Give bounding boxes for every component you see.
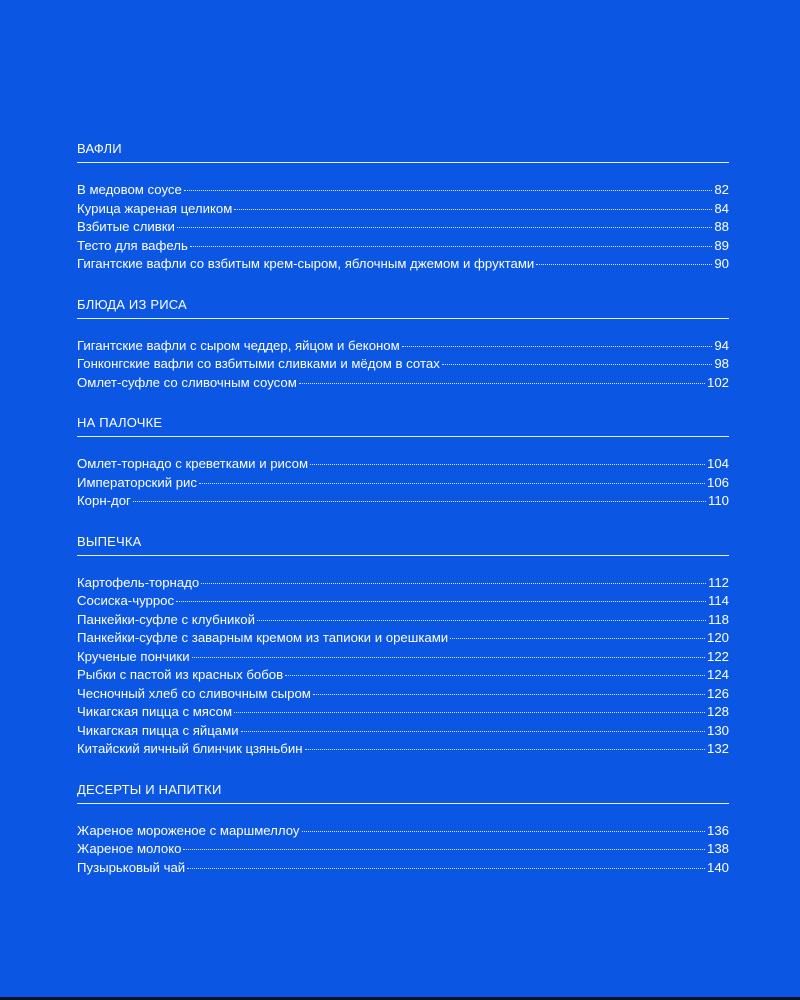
entry-title: Взбитые сливки: [77, 219, 175, 234]
dot-leader: [305, 749, 705, 750]
entry-title: Картофель-торнадо: [77, 574, 200, 590]
toc-entry[interactable]: [77, 200, 729, 219]
entry-title: В медовом соусе: [77, 182, 182, 197]
toc-entry[interactable]: [77, 592, 729, 611]
toc-entry[interactable]: [77, 492, 729, 511]
toc-section-on-a-stick: [77, 414, 729, 511]
toc-entry[interactable]: [77, 822, 729, 841]
dot-leader: [187, 868, 705, 869]
dot-leader: [234, 209, 712, 210]
entry-page: 94: [714, 337, 729, 353]
toc-entry[interactable]: [77, 574, 729, 593]
entry-title: Китайский яичный блинчик цзяньбин: [77, 741, 303, 756]
entry-title: Курица жареная целиком: [77, 200, 233, 216]
entry-title: Рыбки с пастой из красных бобов: [77, 667, 284, 682]
toc-section-desserts-drinks: [77, 781, 729, 878]
dot-leader: [234, 712, 705, 713]
entry-title: Гонконгские вафли со взбитыми сливками и мёдом в сотах: [77, 356, 440, 371]
entry-list: [77, 181, 729, 274]
dot-leader: [199, 483, 705, 484]
entry-list: [77, 822, 729, 878]
dot-leader: [190, 246, 712, 247]
section-title: БЛЮДА ИЗ РИСА: [77, 296, 729, 319]
entry-page: 122: [706, 648, 729, 664]
dot-leader: [310, 464, 705, 465]
dot-leader: [313, 694, 705, 695]
toc-entry[interactable]: [77, 740, 729, 759]
entry-page: 118: [707, 611, 729, 627]
entry-page: 89: [714, 237, 729, 253]
entry-title: Чикагская пицца с мясом: [77, 704, 233, 719]
toc-entry[interactable]: [77, 237, 729, 256]
toc-entry[interactable]: [77, 703, 729, 722]
entry-page: 140: [706, 859, 729, 875]
entry-page: 84: [714, 200, 729, 216]
dot-leader: [183, 849, 705, 850]
toc-entry[interactable]: [77, 859, 729, 878]
dot-leader: [184, 190, 713, 191]
dot-leader: [241, 731, 705, 732]
toc-entry[interactable]: [77, 685, 729, 704]
entry-title: Жареное молоко: [77, 841, 182, 856]
toc-entry[interactable]: [77, 722, 729, 741]
toc-entry[interactable]: [77, 666, 729, 685]
toc-entry[interactable]: [77, 181, 729, 200]
toc-entry[interactable]: [77, 648, 729, 667]
entry-title: Крученые пончики: [77, 648, 190, 664]
dot-leader: [402, 346, 713, 347]
section-title: ВЫПЕЧКА: [77, 533, 729, 556]
dot-leader: [299, 383, 705, 384]
entry-page: 114: [707, 593, 729, 608]
dot-leader: [201, 583, 706, 584]
entry-page: 120: [706, 630, 729, 645]
entry-page: 102: [706, 374, 729, 390]
toc-entry[interactable]: [77, 474, 729, 493]
entry-title: Императорский рис: [77, 474, 198, 490]
toc-entry[interactable]: [77, 455, 729, 474]
entry-page: 126: [706, 685, 729, 701]
entry-page: 88: [714, 219, 729, 234]
dot-leader: [176, 601, 706, 602]
toc-entry[interactable]: [77, 611, 729, 630]
entry-title: Тесто для вафель: [77, 237, 188, 253]
entry-list: [77, 574, 729, 759]
toc-entry[interactable]: [77, 355, 729, 374]
entry-page: 132: [706, 741, 729, 756]
section-title: НА ПАЛОЧКЕ: [77, 414, 729, 437]
entry-page: 110: [707, 493, 729, 508]
toc-section-bakery: [77, 533, 729, 759]
dot-leader: [302, 831, 705, 832]
entry-page: 98: [714, 356, 729, 371]
entry-title: Панкейки-суфле с заварным кремом из тапиоки и орешками: [77, 630, 449, 645]
entry-title: Сосиска-чуррос: [77, 593, 175, 608]
toc-section-waffles: [77, 140, 729, 274]
entry-page: 138: [706, 841, 729, 856]
toc-entry[interactable]: [77, 374, 729, 393]
toc-entry[interactable]: [77, 255, 729, 274]
entry-page: 112: [707, 574, 729, 590]
section-title: ДЕСЕРТЫ И НАПИТКИ: [77, 781, 729, 804]
dot-leader: [133, 501, 706, 502]
dot-leader: [257, 620, 706, 621]
entry-title: Жареное мороженое с маршмеллоу: [77, 822, 300, 838]
entry-page: 106: [706, 474, 729, 490]
entry-list: [77, 455, 729, 511]
entry-page: 128: [706, 704, 729, 719]
entry-title: Панкейки-суфле с клубникой: [77, 611, 255, 627]
table-of-contents: [77, 140, 729, 877]
entry-page: 130: [706, 722, 729, 738]
entry-page: 90: [714, 256, 729, 271]
entry-title: Гигантские вафли с сыром чеддер, яйцом и беконом: [77, 337, 400, 353]
toc-section-rice-dishes: [77, 296, 729, 393]
entry-title: Омлет-суфле со сливочным соусом: [77, 374, 297, 390]
entry-title: Омлет-торнадо с креветками и рисом: [77, 456, 309, 471]
section-title: ВАФЛИ: [77, 140, 729, 163]
dot-leader: [450, 638, 705, 639]
toc-entry[interactable]: [77, 840, 729, 859]
entry-page: 82: [714, 182, 729, 197]
entry-title: Чикагская пицца с яйцами: [77, 722, 239, 738]
toc-entry[interactable]: [77, 337, 729, 356]
toc-entry[interactable]: [77, 629, 729, 648]
dot-leader: [192, 657, 705, 658]
dot-leader: [177, 227, 712, 228]
entry-page: 124: [706, 667, 729, 682]
entry-title: Гигантские вафли со взбитым крем-сыром, яблочным джемом и фруктами: [77, 256, 535, 271]
entry-title: Чесночный хлеб со сливочным сыром: [77, 685, 311, 701]
entry-title: Пузырьковый чай: [77, 859, 186, 875]
dot-leader: [536, 264, 712, 265]
toc-entry[interactable]: [77, 218, 729, 237]
entry-title: Корн-дог: [77, 493, 131, 508]
dot-leader: [442, 364, 713, 365]
dot-leader: [285, 675, 705, 676]
entry-page: 136: [706, 822, 729, 838]
entry-list: [77, 337, 729, 393]
entry-page: 104: [706, 456, 729, 471]
